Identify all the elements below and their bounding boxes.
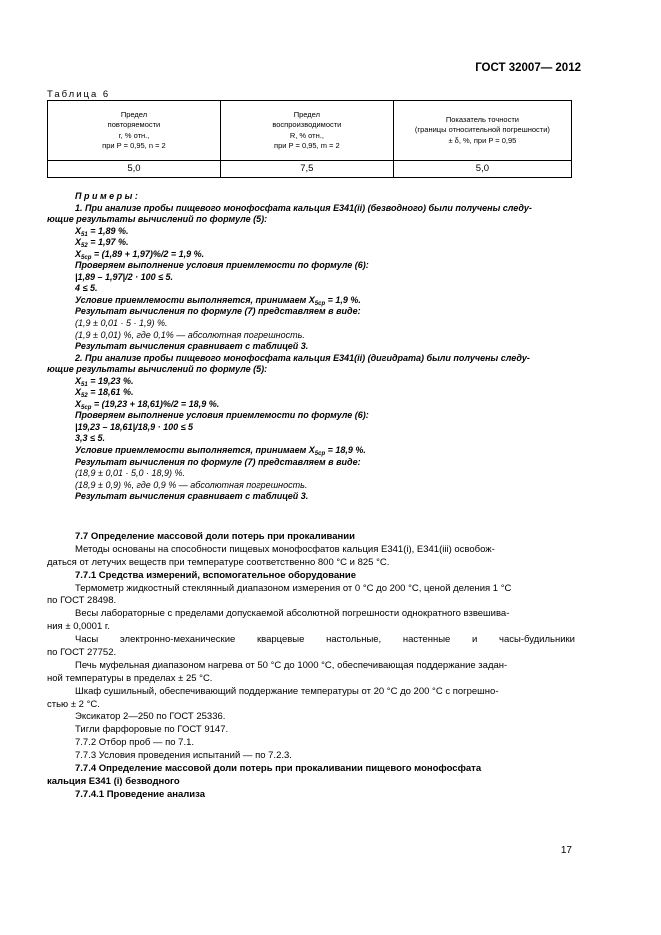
example-2-formula: |19,23 – 18,61|/18,9 · 100 ≤ 5 — [75, 421, 194, 432]
paragraph-line: даться от летучих веществ при температуре соответственно 800 °С и 825 °С. — [47, 556, 390, 568]
value: = 1,89 %. — [87, 225, 129, 236]
table-cell: 7,5 — [220, 161, 393, 178]
example-2-compare: Результат вычисления сравнивает с таблицей 3. — [75, 491, 309, 502]
table-6 — [47, 100, 572, 178]
value: = (19,23 + 18,61)%/2 = 18,9 %. — [91, 398, 220, 409]
example-2-condition — [75, 445, 585, 457]
header-line: r, % отн., — [118, 130, 150, 140]
example-1-condition — [75, 295, 585, 307]
subscript: 5ср — [81, 254, 92, 261]
section-7-7 — [47, 531, 575, 802]
header-line: (границы относительной погрешности) — [414, 125, 550, 135]
table-cell: 5,0 — [48, 161, 221, 178]
paragraph-line: ния ± 0,0001 г. — [47, 621, 110, 633]
paragraph-line: Печь муфельная диапазоном нагрева от 50 °С до 1000 °С, обеспечивающая поддержание задан- — [75, 659, 508, 671]
section-heading: 7.7.4 Определение массовой доли потерь при прокаливании пищевого монофосфата — [75, 763, 482, 775]
examples-heading: П р и м е р ы : — [75, 191, 138, 201]
subscript: 51 — [81, 381, 88, 388]
header-line: ± δ, %, при P = 0,95 — [448, 135, 517, 145]
example-2-check: Проверяем выполнение условия приемлемости по формуле (6): — [75, 410, 369, 421]
header-line: Показатель точности — [445, 114, 519, 124]
var-x: X — [75, 398, 82, 409]
header-line: Предел — [293, 109, 320, 119]
paragraph-line: Весы лабораторные с пределами допускаемой абсолютной погрешности однократного взвешива- — [75, 608, 510, 620]
example-1-x5avg — [75, 249, 585, 261]
paragraph-line: Термометр жидкостный стеклянный диапазоном измерения от 0 °С до 200 °С, ценой деления 1 °С — [75, 582, 512, 594]
table-cell: 5,0 — [393, 161, 571, 178]
header-line: при P = 0,95, m = 2 — [274, 141, 340, 150]
paragraph-line: 7.7.2 Отбор проб — по 7.1. — [75, 737, 195, 749]
value: = 1,9 %. — [325, 294, 361, 305]
var-x: X — [75, 225, 82, 236]
example-2-x51 — [75, 376, 585, 388]
paragraph-line: ной температуры в пределах ± 25 °С. — [47, 672, 213, 684]
example-2-present: Результат вычисления по формуле (7) представляем в виде: — [75, 456, 361, 467]
example-1-inequality: 4 ≤ 5. — [75, 283, 98, 294]
paragraph-line: Эксикатор 2—250 по ГОСТ 25336. — [75, 711, 226, 723]
subscript: 5ср — [81, 404, 92, 411]
subscript: 51 — [81, 231, 88, 238]
page-number: 17 — [560, 845, 572, 856]
header-repeatability — [48, 101, 221, 161]
paragraph-line: Тигли фарфоровые по ГОСТ 9147. — [75, 724, 229, 736]
section-heading: 7.7.4.1 Проведение анализа — [75, 788, 205, 800]
example-2-result-2: (18,9 ± 0,9) %, где 0,9 % — абсолютная погрешность. — [75, 479, 308, 490]
paragraph-line: по ГОСТ 28498. — [47, 595, 117, 607]
value: = (1,89 + 1,97)%/2 = 1,9 %. — [91, 248, 205, 259]
example-2-result-1: (18,9 ± 0,01 · 5,0 · 18,9) %. — [75, 468, 185, 479]
paragraph-line: Методы основаны на способности пищевых монофосфатов кальция Е341(i), Е341(iii) освобож- — [75, 543, 495, 555]
example-1-x52 — [75, 237, 585, 249]
example-1-result-2: (1,9 ± 0,01) %, где 0,1% — абсолютная погрешность. — [75, 329, 305, 340]
var-x: X — [75, 248, 82, 259]
example-1-intro-cont: ющие результаты вычислений по формуле (5): — [47, 214, 268, 225]
header-line: при P = 0,95, n = 2 — [102, 141, 166, 150]
paragraph-line: Шкаф сушильный, обеспечивающий поддержание температуры от 20 °С до 200 °С с погрешно- — [75, 685, 499, 697]
header-line: воспроизводимости — [272, 120, 342, 129]
paragraph-line: 7.7.3 Условия проведения испытаний — по 7.2.3. — [75, 750, 292, 762]
subscript: 5ср — [314, 300, 326, 307]
example-2-x52 — [75, 387, 585, 399]
section-heading-cont: кальция Е341 (i) безводного — [47, 775, 180, 787]
subscript: 52 — [81, 393, 88, 400]
value: = 18,9 %. — [325, 445, 366, 456]
paragraph-line: Часы электронно-механические кварцевые настольные, настенные и часы-будильники — [75, 634, 575, 646]
value: = 19,23 %. — [87, 375, 134, 386]
condition-text: Условие приемлемости выполняется, принимаем X — [75, 294, 315, 305]
example-1-x51 — [75, 226, 585, 238]
header-line: повторяемости — [107, 120, 161, 129]
value: = 18,61 %. — [87, 387, 134, 398]
var-x: X — [75, 387, 82, 398]
example-2-intro-cont: ющие результаты вычислений по формуле (5): — [47, 364, 268, 375]
example-1-formula: |1,89 – 1,97|/2 · 100 ≤ 5. — [75, 271, 174, 282]
subscript: 5ср — [314, 451, 326, 458]
condition-text: Условие приемлемости выполняется, принимаем X — [75, 445, 315, 456]
examples-block — [47, 191, 585, 503]
paragraph-line: стью ± 2 °С. — [47, 698, 100, 710]
example-1-check: Проверяем выполнение условия приемлемости по формуле (6): — [75, 260, 369, 271]
example-1-result-1: (1,9 ± 0,01 · 5 · 1,9) %. — [75, 318, 168, 329]
table-caption: Таблица 6 — [47, 89, 111, 100]
example-2-intro: 2. При анализе пробы пищевого монофосфата кальция Е341(ii) (дигидрата) были получены следу- — [75, 352, 530, 363]
subscript: 52 — [81, 243, 88, 250]
example-2-x5avg — [75, 399, 585, 411]
paragraph-line: по ГОСТ 27752. — [47, 647, 117, 659]
example-1-intro: 1. При анализе пробы пищевого монофосфата кальция Е341(ii) (безводного) были получены следу- — [75, 202, 532, 213]
header-line: R, % отн., — [289, 130, 324, 140]
table-row — [48, 161, 572, 178]
var-x: X — [75, 375, 82, 386]
header-reproducibility — [220, 101, 393, 161]
var-x: X — [75, 237, 82, 248]
header-accuracy — [393, 101, 571, 161]
value: = 1,97 %. — [87, 237, 129, 248]
section-heading: 7.7 Определение массовой доли потерь при прокаливании — [75, 531, 355, 542]
example-1-present: Результат вычисления по формуле (7) представляем в виде: — [75, 306, 361, 317]
header-line: Предел — [120, 109, 148, 119]
example-1-compare: Результат вычисления сравнивает с таблицей 3. — [75, 341, 309, 352]
example-2-inequality: 3,3 ≤ 5. — [75, 433, 105, 444]
document-header: ГОСТ 32007— 2012 — [475, 62, 581, 74]
section-heading: 7.7.1 Средства измерений, вспомогательное оборудование — [75, 569, 357, 581]
table-header-row — [48, 101, 572, 161]
